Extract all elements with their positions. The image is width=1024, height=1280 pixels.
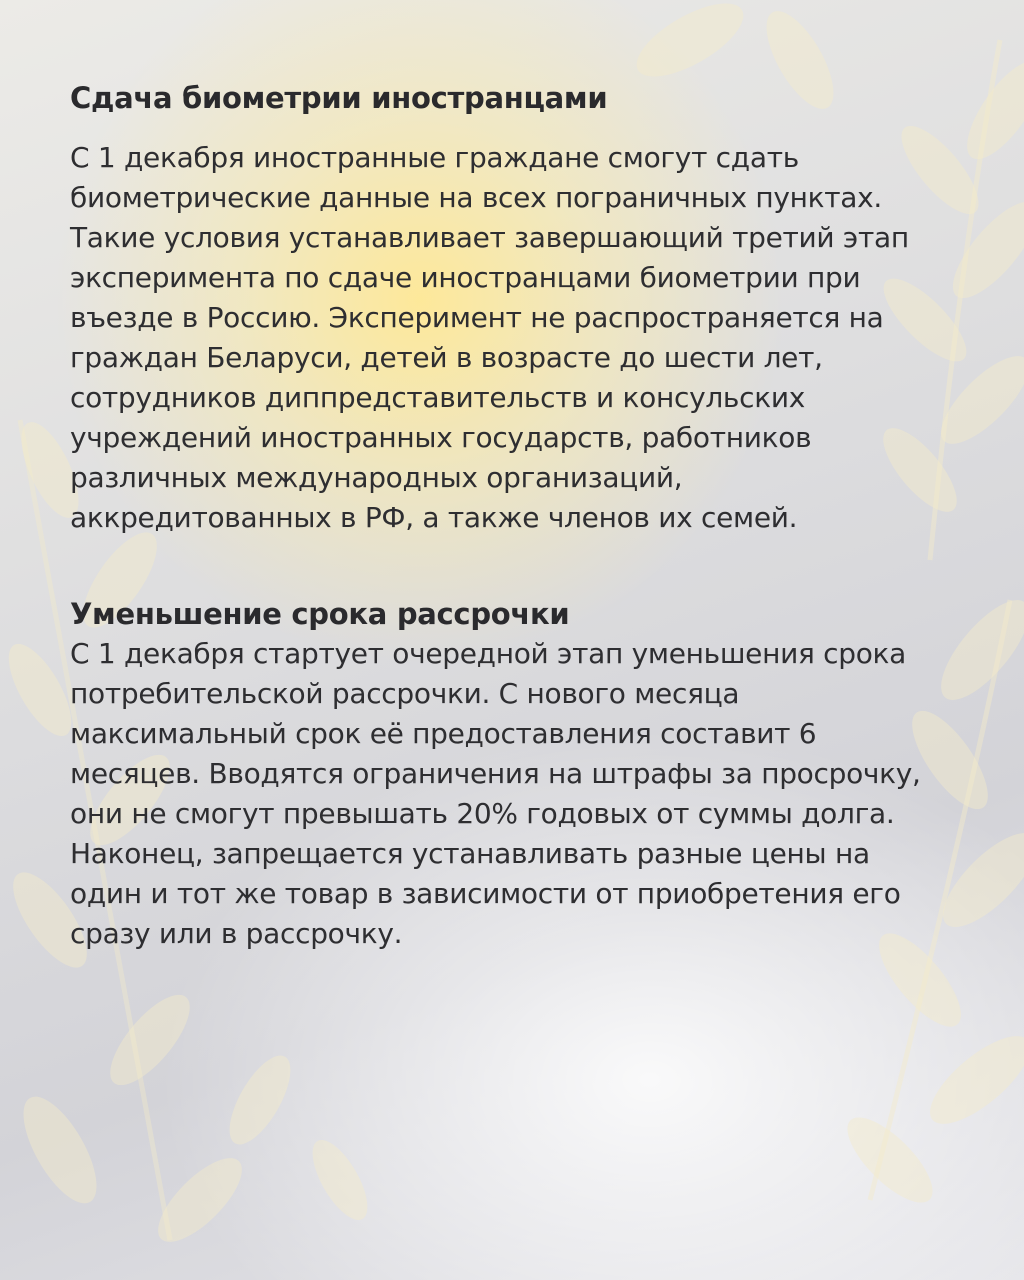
article <box>70 78 950 954</box>
section-body: С 1 декабря стартует очередной этап уменьшения срока потребительской рассрочки. С нового месяца максимальный срок её предоставления составит 6 месяцев. Вводятся ограничения на штрафы за просрочку, они не смогут превышать 20% годовых от суммы долга. Наконец, запрещается устанавливать разные цены на один и тот же товар в зависимости от приобретения его сразу или в рассрочку. <box>70 637 921 950</box>
section-body: С 1 декабря иностранные граждане смогут сдать биометрические данные на всех пограничных пунктах. Такие условия устанавливает завершающий третий этап эксперимента по сдаче иностранцами биометрии при въезде в Россию. Эксперимент не распространяется на граждан Беларуси, детей в возрасте до шести лет, сотрудников диппредставительств и консульских учреждений иностранных государств, работников различных международных организаций, аккредитованных в РФ, а также членов их семей. <box>70 141 909 534</box>
section-title: Сдача биометрии иностранцами <box>70 81 608 115</box>
section-biometrics <box>70 78 950 538</box>
section-installment <box>70 594 950 954</box>
section-title: Уменьшение срока рассрочки <box>70 597 570 631</box>
